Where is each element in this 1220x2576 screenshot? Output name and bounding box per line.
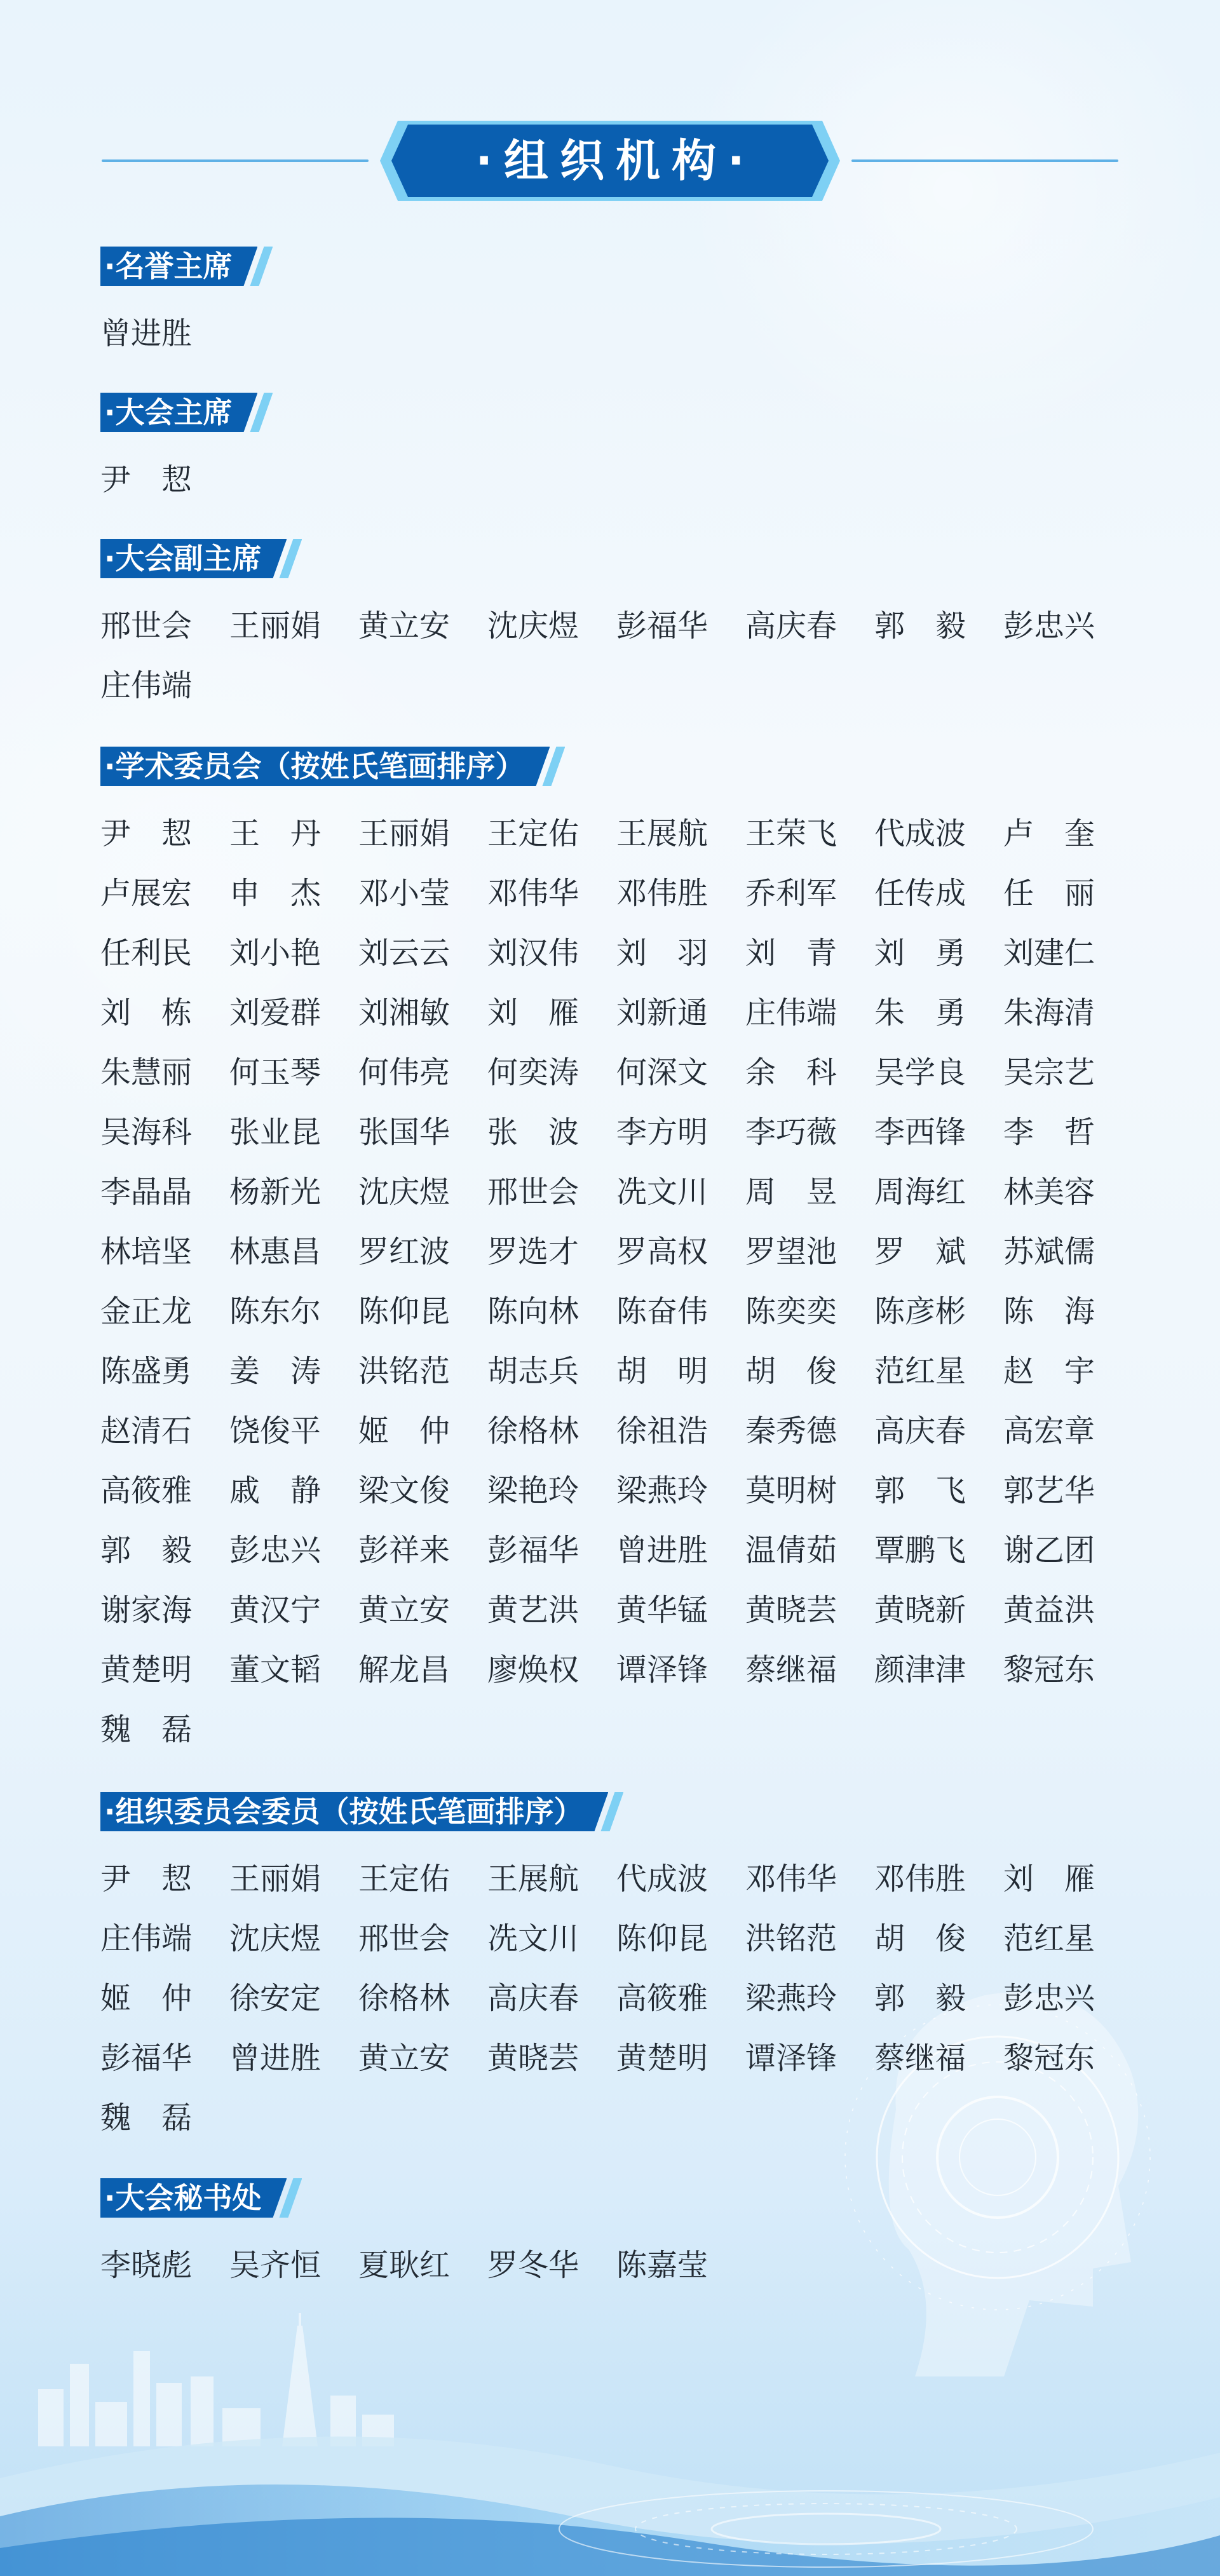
- person-name: 胡志兵: [487, 1353, 580, 1389]
- person-name: 沈庆煜: [358, 1174, 451, 1210]
- person-name: 刘爱群: [229, 995, 322, 1031]
- person-name: 刘 羽: [616, 935, 708, 971]
- person-name: 刘建仁: [1003, 935, 1095, 971]
- name-grid: [100, 2235, 1117, 2295]
- section-vice-chairs: [100, 539, 1117, 715]
- person-name: 刘小艳: [229, 935, 322, 971]
- person-name: 郭 飞: [874, 1473, 966, 1508]
- person-name: 尹 恝: [100, 816, 193, 851]
- person-name: 高庆春: [874, 1413, 966, 1449]
- person-name: 高筱雅: [616, 1981, 708, 2016]
- person-name: 任 丽: [1003, 876, 1095, 911]
- person-name: 黄晓芸: [487, 2040, 580, 2076]
- person-name: 黄晓新: [874, 1592, 966, 1628]
- page-title: ·组织机构·: [475, 135, 756, 187]
- person-name: 何伟亮: [358, 1055, 451, 1090]
- person-name: 彭祥来: [358, 1533, 451, 1568]
- person-name: 刘 雁: [487, 995, 580, 1031]
- person-name: 尹 恝: [100, 462, 193, 498]
- person-name: 任利民: [100, 935, 193, 971]
- person-name: 魏 磊: [100, 2100, 193, 2136]
- person-name: 黄艺洪: [487, 1592, 580, 1628]
- person-name: 尹 恝: [100, 1861, 193, 1897]
- person-name: 罗高权: [616, 1234, 708, 1270]
- person-name: 胡 明: [616, 1353, 708, 1389]
- person-name: 黄立安: [358, 608, 451, 644]
- person-name: 郭 毅: [874, 608, 966, 644]
- person-name: 刘汉伟: [487, 935, 580, 971]
- person-name: 陈盛勇: [100, 1353, 193, 1389]
- person-name: 庄伟端: [745, 995, 837, 1031]
- person-name: 邢世会: [487, 1174, 580, 1210]
- person-name: 刘新通: [616, 995, 708, 1031]
- person-name: 洪铭范: [358, 1353, 451, 1389]
- person-name: 吴齐恒: [229, 2247, 322, 2283]
- person-name: 徐格林: [358, 1981, 451, 2016]
- person-name: 罗冬华: [487, 2247, 580, 2283]
- person-name: 洪铭范: [745, 1921, 837, 1956]
- section-title: ·学术委员会（按姓氏笔画排序）: [104, 749, 525, 783]
- person-name: 梁燕玲: [616, 1473, 708, 1508]
- person-name: 王定佑: [358, 1861, 451, 1897]
- person-name: 王定佑: [487, 816, 580, 851]
- person-name: 彭福华: [487, 1533, 580, 1568]
- person-name: 罗选才: [487, 1234, 580, 1270]
- name-grid: [100, 596, 1117, 715]
- person-name: 黎冠东: [1003, 2040, 1095, 2076]
- section-title: ·大会秘书处: [104, 2181, 262, 2215]
- person-name: 张业昆: [229, 1115, 322, 1150]
- person-name: 罗 斌: [874, 1234, 966, 1270]
- person-name: 王展航: [616, 816, 708, 851]
- person-name: 戚 静: [229, 1473, 322, 1508]
- person-name: 胡 俊: [745, 1353, 837, 1389]
- section-academic-committee: [100, 747, 1117, 1759]
- person-name: 黄立安: [358, 1592, 451, 1628]
- person-name: 卢 奎: [1003, 816, 1095, 851]
- person-name: 姬 仲: [358, 1413, 451, 1449]
- person-name: 彭福华: [100, 2040, 193, 2076]
- person-name: 蔡继福: [745, 1652, 837, 1688]
- person-name: 王展航: [487, 1861, 580, 1897]
- person-name: 苏斌儒: [1003, 1234, 1095, 1270]
- person-name: 刘 勇: [874, 935, 966, 971]
- person-name: 夏耿红: [358, 2247, 451, 2283]
- person-name: 李西锋: [874, 1115, 966, 1150]
- person-name: 王丽娟: [229, 608, 322, 644]
- person-name: 谭泽锋: [745, 2040, 837, 2076]
- person-name: 曾进胜: [616, 1533, 708, 1568]
- person-name: 吴学良: [874, 1055, 966, 1090]
- person-name: 梁艳玲: [487, 1473, 580, 1508]
- person-name: 高宏章: [1003, 1413, 1095, 1449]
- section-title: ·大会副主席: [104, 541, 262, 576]
- person-name: 陈仰昆: [616, 1921, 708, 1956]
- person-name: 谢家海: [100, 1592, 193, 1628]
- person-name: 黄汉宁: [229, 1592, 322, 1628]
- person-name: 李巧薇: [745, 1115, 837, 1150]
- section-secretariat: [100, 2178, 1117, 2295]
- person-name: 李方明: [616, 1115, 708, 1150]
- person-name: 沈庆煜: [229, 1921, 322, 1956]
- person-name: 彭福华: [616, 608, 708, 644]
- section-header: [100, 247, 257, 286]
- person-name: 王 丹: [229, 816, 322, 851]
- person-name: 黄益洪: [1003, 1592, 1095, 1628]
- person-name: 梁文俊: [358, 1473, 451, 1508]
- person-name: 董文韬: [229, 1652, 322, 1688]
- person-name: 代成波: [874, 816, 966, 851]
- person-name: 郭 毅: [874, 1981, 966, 2016]
- person-name: 梁燕玲: [745, 1981, 837, 2016]
- person-name: 沈庆煜: [487, 608, 580, 644]
- person-name: 曾进胜: [100, 316, 193, 351]
- person-name: 何玉琴: [229, 1055, 322, 1090]
- person-name: 张国华: [358, 1115, 451, 1150]
- person-name: 黎冠东: [1003, 1652, 1095, 1688]
- person-name: 罗红波: [358, 1234, 451, 1270]
- person-name: 吴海科: [100, 1115, 193, 1150]
- person-name: 杨新光: [229, 1174, 322, 1210]
- person-name: 魏 磊: [100, 1712, 193, 1747]
- person-name: 范红星: [1003, 1921, 1095, 1956]
- person-name: 周 昱: [745, 1174, 837, 1210]
- person-name: 范红星: [874, 1353, 966, 1389]
- person-name: 邢世会: [100, 608, 193, 644]
- person-name: 莫明树: [745, 1473, 837, 1508]
- person-name: 庄伟端: [100, 668, 193, 703]
- person-name: 林惠昌: [229, 1234, 322, 1270]
- person-name: 陈奕奕: [745, 1294, 837, 1329]
- person-name: 何深文: [616, 1055, 708, 1090]
- person-name: 赵 宇: [1003, 1353, 1095, 1389]
- title-rule-right: [851, 159, 1118, 162]
- person-name: 邓伟胜: [616, 876, 708, 911]
- person-name: 徐安定: [229, 1981, 322, 2016]
- person-name: 刘 青: [745, 935, 837, 971]
- person-name: 邓伟华: [745, 1861, 837, 1897]
- person-name: 罗望池: [745, 1234, 837, 1270]
- person-name: 王丽娟: [358, 816, 451, 851]
- person-name: 陈向林: [487, 1294, 580, 1329]
- person-name: 廖焕权: [487, 1652, 580, 1688]
- person-name: 李 哲: [1003, 1115, 1095, 1150]
- person-name: 黄华锰: [616, 1592, 708, 1628]
- person-name: 陈奋伟: [616, 1294, 708, 1329]
- person-name: 陈嘉莹: [616, 2247, 708, 2283]
- person-name: 冼文川: [487, 1921, 580, 1956]
- person-name: 解龙昌: [358, 1652, 451, 1688]
- person-name: 任传成: [874, 876, 966, 911]
- person-name: 邢世会: [358, 1921, 451, 1956]
- person-name: 乔利军: [745, 876, 837, 911]
- person-name: 王丽娟: [229, 1861, 322, 1897]
- section-title: ·名誉主席: [104, 249, 233, 283]
- person-name: 邓伟胜: [874, 1861, 966, 1897]
- section-header: [100, 2178, 287, 2218]
- name-grid: [100, 450, 1117, 510]
- person-name: 彭忠兴: [1003, 1981, 1095, 2016]
- person-name: 覃鹏飞: [874, 1533, 966, 1568]
- person-name: 姜 涛: [229, 1353, 322, 1389]
- person-name: 黄楚明: [100, 1652, 193, 1688]
- person-name: 张 波: [487, 1115, 580, 1150]
- person-name: 高筱雅: [100, 1473, 193, 1508]
- page-title-banner: [380, 121, 840, 201]
- person-name: 谭泽锋: [616, 1652, 708, 1688]
- person-name: 何奕涛: [487, 1055, 580, 1090]
- person-name: 林培坚: [100, 1234, 193, 1270]
- person-name: 秦秀德: [745, 1413, 837, 1449]
- person-name: 陈东尔: [229, 1294, 322, 1329]
- person-name: 代成波: [616, 1861, 708, 1897]
- section-title: ·大会主席: [104, 395, 233, 430]
- person-name: 蔡继福: [874, 2040, 966, 2076]
- person-name: 庄伟端: [100, 1921, 193, 1956]
- section-honorary-chair: [100, 247, 1117, 363]
- person-name: 黄晓芸: [745, 1592, 837, 1628]
- person-name: 彭忠兴: [229, 1533, 322, 1568]
- person-name: 黄立安: [358, 2040, 451, 2076]
- title-rule-left: [102, 159, 369, 162]
- section-header: [100, 393, 257, 432]
- person-name: 吴宗艺: [1003, 1055, 1095, 1090]
- section-header: [100, 1792, 608, 1831]
- person-name: 郭 毅: [100, 1533, 193, 1568]
- person-name: 温倩茹: [745, 1533, 837, 1568]
- person-name: 陈仰昆: [358, 1294, 451, 1329]
- person-name: 李晓彪: [100, 2247, 193, 2283]
- person-name: 刘 栋: [100, 995, 193, 1031]
- person-name: 余 科: [745, 1055, 837, 1090]
- person-name: 陈彦彬: [874, 1294, 966, 1329]
- section-organizing-committee: [100, 1792, 1117, 2148]
- person-name: 卢展宏: [100, 876, 193, 911]
- name-grid: [100, 804, 1117, 1759]
- person-name: 胡 俊: [874, 1921, 966, 1956]
- person-name: 林美容: [1003, 1174, 1095, 1210]
- person-name: 刘 雁: [1003, 1861, 1095, 1897]
- section-header: [100, 747, 550, 786]
- person-name: 姬 仲: [100, 1981, 193, 2016]
- person-name: 曾进胜: [229, 2040, 322, 2076]
- person-name: 邓小莹: [358, 876, 451, 911]
- person-name: 刘云云: [358, 935, 451, 971]
- person-name: 朱慧丽: [100, 1055, 193, 1090]
- person-name: 朱海清: [1003, 995, 1095, 1031]
- person-name: 饶俊平: [229, 1413, 322, 1449]
- person-name: 刘湘敏: [358, 995, 451, 1031]
- person-name: 邓伟华: [487, 876, 580, 911]
- person-name: 赵清石: [100, 1413, 193, 1449]
- section-conference-chair: [100, 393, 1117, 510]
- person-name: 冼文川: [616, 1174, 708, 1210]
- name-grid: [100, 1849, 1117, 2148]
- person-name: 彭忠兴: [1003, 608, 1095, 644]
- person-name: 徐祖浩: [616, 1413, 708, 1449]
- person-name: 周海红: [874, 1174, 966, 1210]
- person-name: 黄楚明: [616, 2040, 708, 2076]
- person-name: 郭艺华: [1003, 1473, 1095, 1508]
- person-name: 颜津津: [874, 1652, 966, 1688]
- person-name: 徐格林: [487, 1413, 580, 1449]
- section-title: ·组织委员会委员（按姓氏笔画排序）: [104, 1794, 583, 1829]
- name-grid: [100, 304, 1117, 363]
- section-header: [100, 539, 287, 578]
- person-name: 高庆春: [487, 1981, 580, 2016]
- person-name: 陈 海: [1003, 1294, 1095, 1329]
- person-name: 谢乙团: [1003, 1533, 1095, 1568]
- person-name: 王荣飞: [745, 816, 837, 851]
- person-name: 李晶晶: [100, 1174, 193, 1210]
- person-name: 朱 勇: [874, 995, 966, 1031]
- person-name: 高庆春: [745, 608, 837, 644]
- person-name: 申 杰: [229, 876, 322, 911]
- person-name: 金正龙: [100, 1294, 193, 1329]
